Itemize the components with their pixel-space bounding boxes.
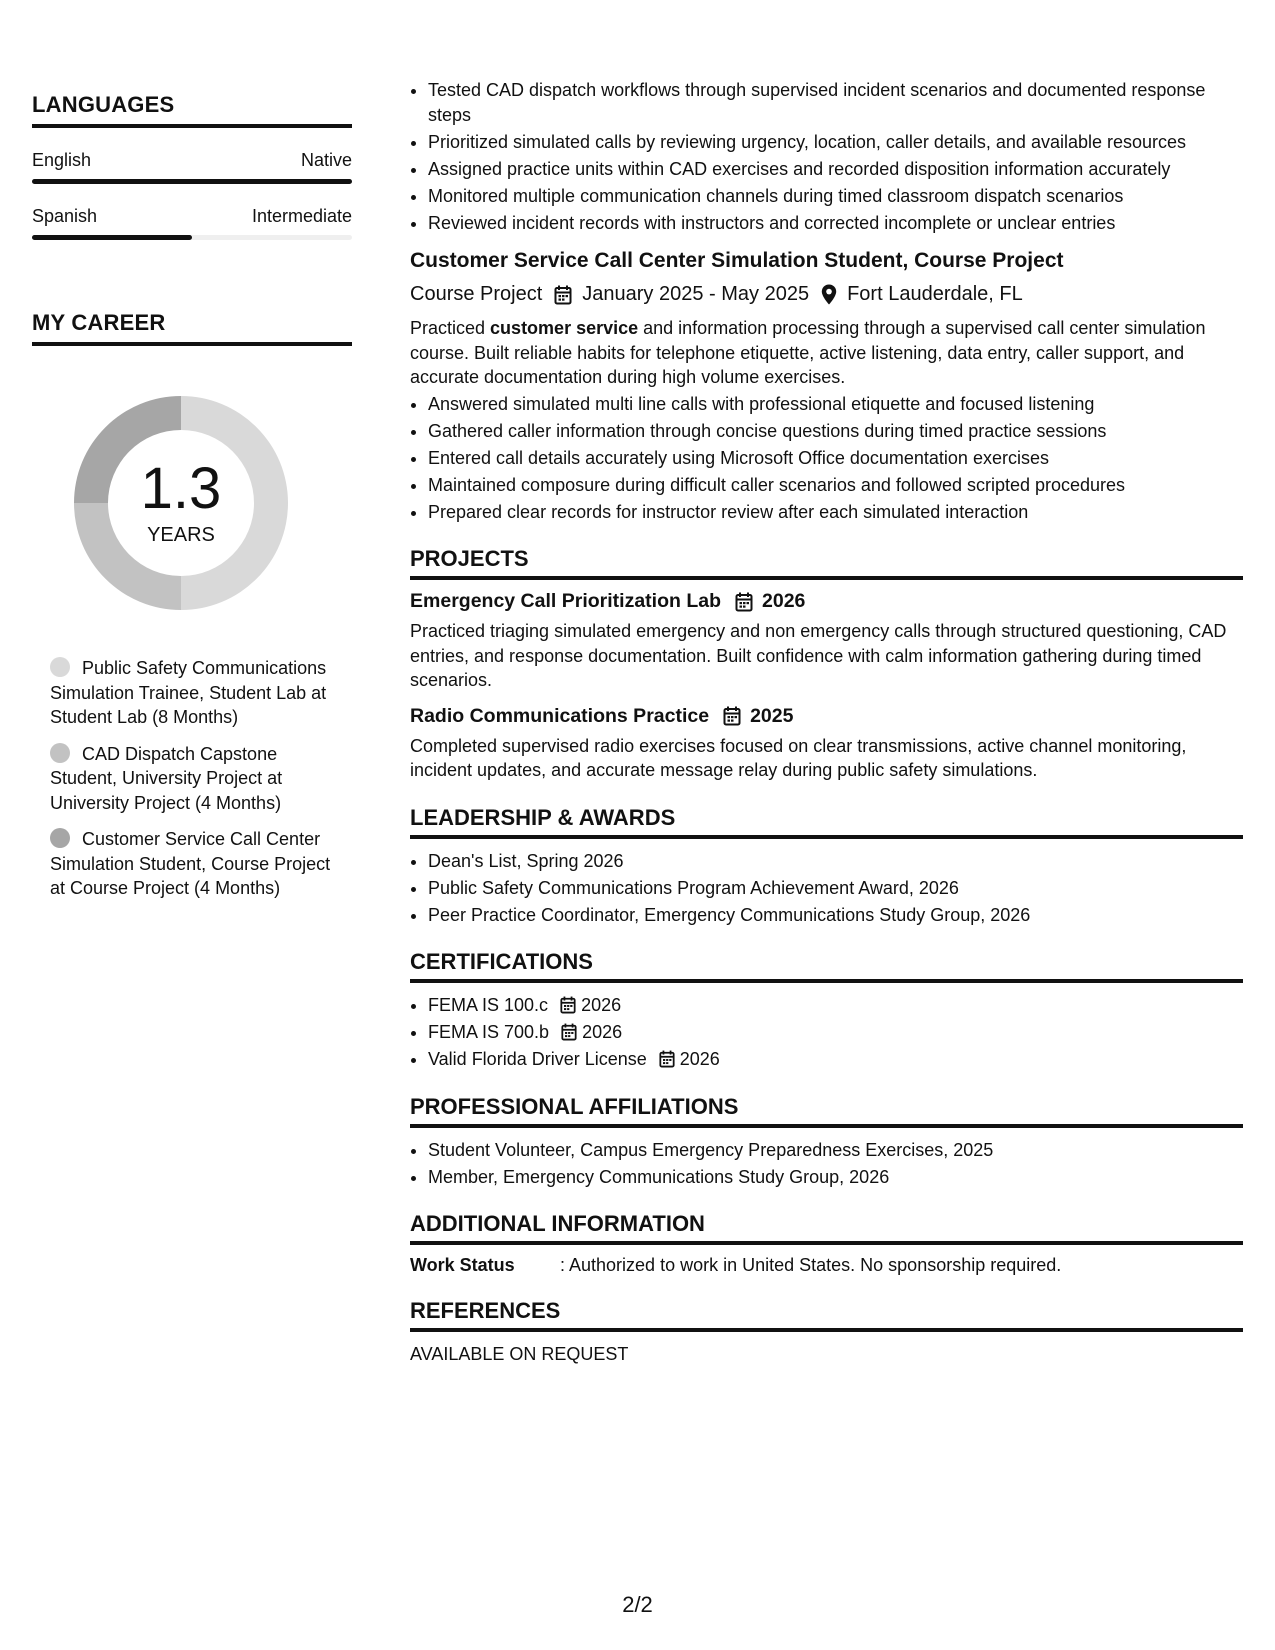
project-year: 2026	[762, 590, 806, 612]
calendar-icon	[554, 285, 572, 305]
main-content	[410, 78, 1243, 1367]
project-description: Practiced triaging simulated emergency and non emergency calls through structured questioning, CAD entries, and response documentation. Built confidence with calm information gathering during timed scenarios.	[410, 621, 1227, 690]
list-item: • Assigned practice units within CAD exercises and recorded disposition information accurately	[428, 157, 1243, 182]
legend-item	[50, 827, 335, 901]
job-summary-text: and information processing through a supervised call center simulation course. Built reliable habits for telephone etiquette, active listening, data entry, caller support, and accurate documentation during high volume exercises.	[410, 318, 1206, 387]
project-description: Completed supervised radio exercises focused on clear transmissions, active channel monitoring, incident updates, and accurate message relay during public safety simulations.	[410, 735, 1187, 780]
language-proficiency-bar	[32, 235, 352, 240]
job-dates: January 2025 - May 2025	[582, 283, 810, 305]
legend-label: CAD Dispatch Capstone Student, University Project at University Project (4 Months)	[50, 743, 283, 813]
project-item	[410, 590, 1243, 693]
list-item: • Prepared clear records for instructor review after each simulated interaction	[428, 500, 1243, 525]
legend-label: Customer Service Call Center Simulation Student, Course Project at Course Project (4 Months)	[50, 829, 331, 898]
calendar-icon	[723, 706, 741, 726]
career-total-unit: YEARS	[147, 523, 215, 546]
work-status-value: : Authorized to work in United States. No sponsorship required.	[560, 1255, 1062, 1275]
job-location: Fort Lauderdale, FL	[847, 283, 1023, 305]
list-item: • Monitored multiple communication channels during timed classroom dispatch scenarios	[428, 184, 1243, 209]
job-summary-text: Practiced	[410, 318, 491, 338]
references-heading: REFERENCES	[410, 1298, 1243, 1332]
calendar-icon	[659, 1050, 675, 1068]
additional-info-heading: ADDITIONAL INFORMATION	[410, 1211, 1243, 1245]
list-item: • Peer Practice Coordinator, Emergency Communications Study Group, 2026	[428, 903, 1243, 928]
languages-heading: LANGUAGES	[32, 92, 352, 128]
language-proficiency-fill	[32, 235, 192, 240]
list-item: • Dean's List, Spring 2026	[428, 849, 1243, 874]
project-title: Emergency Call Prioritization Lab	[410, 590, 721, 612]
leadership-heading: LEADERSHIP & AWARDS	[410, 805, 1243, 839]
legend-dot	[50, 828, 70, 848]
language-name: Spanish	[32, 206, 98, 226]
certifications-heading: CERTIFICATIONS	[410, 949, 1243, 983]
certification-name: • FEMA IS 100.c	[428, 995, 549, 1015]
leadership-list	[410, 849, 1243, 928]
language-level: Native	[300, 150, 352, 170]
list-item	[428, 1020, 1243, 1045]
project-item	[410, 705, 1243, 783]
previous-job-bullets	[410, 78, 1243, 235]
language-item	[32, 206, 352, 240]
job-summary	[410, 316, 1243, 390]
project-title: Radio Communications Practice	[410, 704, 710, 727]
location-pin-icon	[821, 284, 837, 305]
language-level: Intermediate	[251, 206, 352, 226]
list-item: • Prioritized simulated calls by reviewing urgency, location, caller details, and available resources	[428, 130, 1243, 155]
language-item	[32, 150, 352, 184]
certification-year: 2026	[582, 1022, 623, 1042]
calendar-icon	[561, 1023, 577, 1041]
calendar-icon	[560, 996, 576, 1014]
language-proficiency-bar	[32, 179, 352, 184]
projects-heading: PROJECTS	[410, 546, 1243, 580]
career-legend	[50, 656, 335, 901]
affiliations-heading: PROFESSIONAL AFFILIATIONS	[410, 1094, 1243, 1128]
career-total	[66, 388, 296, 618]
career-total-value: 1.3	[140, 455, 222, 521]
work-status-row	[410, 1255, 1243, 1276]
certification-year: 2026	[679, 1049, 720, 1069]
page-number: 2/2	[622, 1592, 653, 1617]
list-item	[428, 993, 1243, 1018]
job-title: Customer Service Call Center Simulation Student, Course Project	[410, 249, 1064, 272]
work-status-label: Work Status	[410, 1255, 515, 1275]
list-item: • Maintained composure during difficult caller scenarios and followed scripted procedures	[428, 473, 1243, 498]
certification-name: • FEMA IS 700.b	[428, 1022, 550, 1042]
references-text: AVAILABLE ON REQUEST	[410, 1344, 629, 1364]
sidebar	[32, 92, 352, 913]
job-meta	[410, 283, 1243, 306]
certification-name: • Valid Florida Driver License	[428, 1049, 647, 1069]
list-item: • Entered call details accurately using Microsoft Office documentation exercises	[428, 446, 1243, 471]
job-summary-keyword: customer service	[490, 318, 639, 338]
list-item	[428, 1047, 1243, 1072]
certifications-list	[410, 993, 1243, 1072]
legend-dot	[50, 657, 70, 677]
list-item: • Student Volunteer, Campus Emergency Preparedness Exercises, 2025	[428, 1138, 1243, 1163]
list-item: • Answered simulated multi line calls with professional etiquette and focused listening	[428, 392, 1243, 417]
job-company: Course Project	[410, 283, 543, 305]
career-donut-chart	[66, 388, 296, 618]
calendar-icon	[735, 592, 753, 612]
legend-item	[50, 656, 335, 730]
certification-year: 2026	[581, 995, 622, 1015]
job-bullets	[410, 392, 1243, 525]
list-item: • Public Safety Communications Program Achievement Award, 2026	[428, 876, 1243, 901]
list-item: • Member, Emergency Communications Study Group, 2026	[428, 1165, 1243, 1190]
legend-dot	[50, 743, 70, 763]
career-heading: MY CAREER	[32, 310, 352, 346]
language-name: English	[32, 150, 92, 170]
legend-item	[50, 742, 335, 816]
affiliations-list	[410, 1138, 1243, 1190]
list-item: • Gathered caller information through concise questions during timed practice sessions	[428, 419, 1243, 444]
language-proficiency-fill	[32, 179, 352, 184]
list-item: • Tested CAD dispatch workflows through supervised incident scenarios and documented response steps	[428, 78, 1243, 127]
project-year: 2025	[750, 704, 794, 727]
legend-label: Public Safety Communications Simulation Trainee, Student Lab at Student Lab (8 Months)	[50, 658, 327, 727]
list-item: • Reviewed incident records with instructors and corrected incomplete or unclear entries	[428, 211, 1243, 236]
